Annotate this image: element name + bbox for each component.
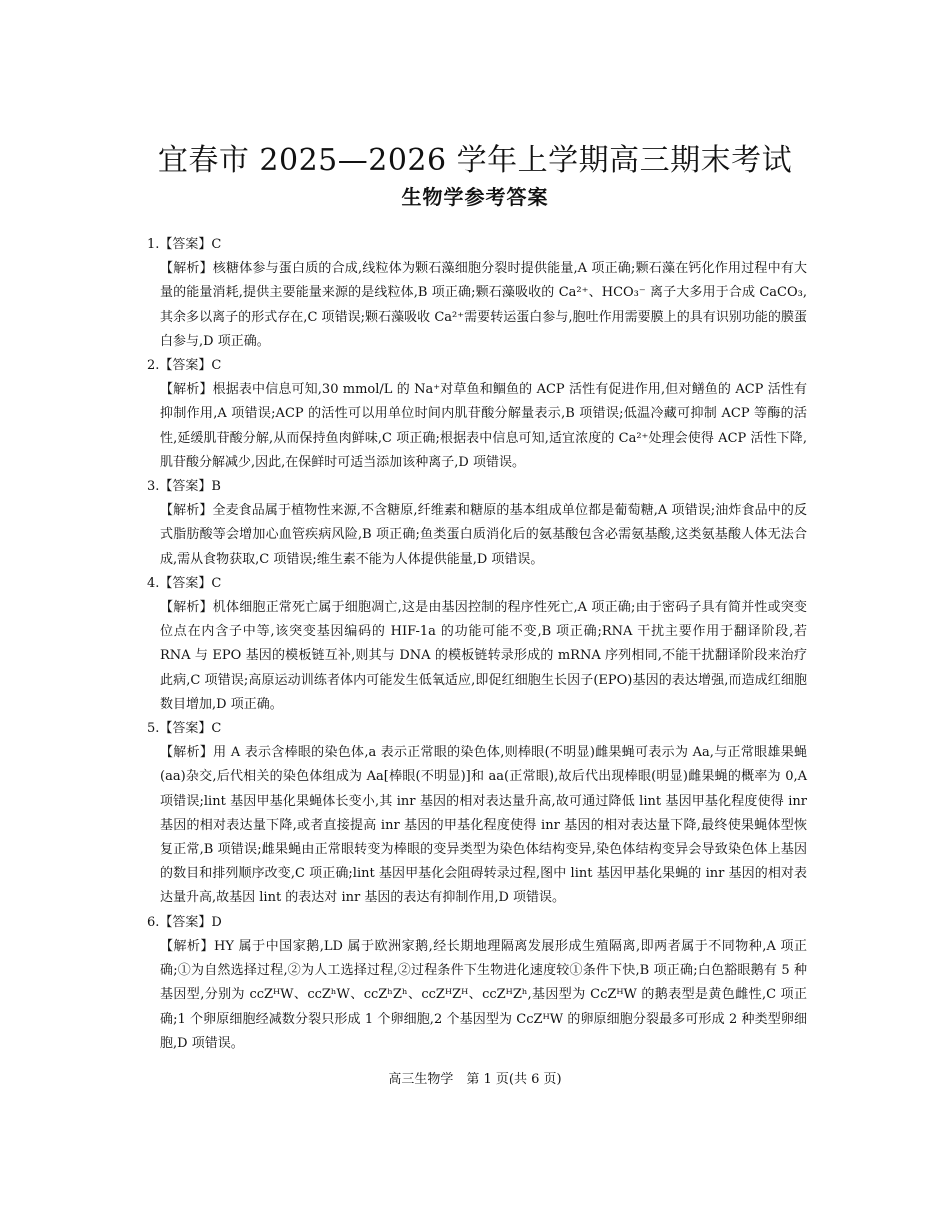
question-block-6: [147, 911, 807, 1056]
answer-line: 1.【答案】C: [147, 237, 222, 252]
page-title: 宜春市 2025—2026 学年上学期高三期末考试: [157, 143, 793, 178]
question-block-5: [147, 717, 807, 911]
page-footer: 高三生物学 第 1 页(共 6 页): [388, 1072, 562, 1087]
answer-list: [147, 233, 807, 1056]
explanation-paragraph: 【解析】全麦食品属于植物性来源,不含糖原,纤维素和糖原的基本组成单位都是葡萄糖,A 项错误;油炸食品中的反式脂肪酸等会增加心血管疾病风险,B 项正确;鱼类蛋白质消化后的氨基酸包含必需氨基酸,这类氨基酸人体无法合成,需从食物获取,C 项错误;维生素不能为人体提供能量,D 项错误。: [160, 503, 807, 567]
explanation-paragraph: 【解析】根据表中信息可知,30 mmol/L 的 Na⁺对草鱼和鲴鱼的 ACP 活性有促进作用,但对鳝鱼的 ACP 活性有抑制作用,A 项错误;ACP 的活性可以用单位时间内肌苷酸分解量表示,B 项错误;低温冷藏可抑制 ACP 等酶的活性,延缓肌苷酸分解,从而保持鱼肉鲜味,C 项正确;根据表中信息可知,适宜浓度的 Ca²⁺处理会使得 ACP 活性下降,肌苷酸分解减少,因此,在保鲜时可适当添加该种离子,D 项错误。: [160, 382, 807, 470]
answer-line: 6.【答案】D: [147, 914, 222, 930]
question-block-2: [147, 354, 807, 475]
question-block-3: [147, 475, 807, 572]
page-subtitle: 生物学参考答案: [401, 185, 549, 209]
explanation-paragraph: 【解析】用 A 表示含棒眼的染色体,a 表示正常眼的染色体,则棒眼(不明显)雌果蝇可表示为 Aa,与正常眼雄果蝇(aa)杂交,后代相关的染色体组成为 Aa[棒眼(不明显)]和 aa(正常眼),故后代出现棒眼(明显)雌果蝇的概率为 0,A 项错误;lint 基因甲基化果蝇体长变小,其 inr 基因的相对表达量升高,故可通过降低 lint 基因甲基化程度使得 inr 基因的相对表达量下降,或者直接提高 inr 基因的甲基化程度使得 inr 基因的相对表达量下降,最终使果蝇体型恢复正常,B 项错误;雌果蝇由正常眼转变为棒眼的变异类型为染色体结构变异,染色体结构变异会导致染色体上基因的数目和排列顺序改变,C 项正确;lint 基因甲基化会阻碍转录过程,图中 lint 基因甲基化果蝇的 inr 基因的相对表达量升高,故基因 lint 的表达对 inr 基因的表达有抑制作用,D 项错误。: [160, 745, 807, 906]
answer-line: 4.【答案】C: [147, 575, 222, 591]
question-block-4: [147, 572, 807, 717]
explanation-paragraph: 【解析】核糖体参与蛋白质的合成,线粒体为颗石藻细胞分裂时提供能量,A 项正确;颗石藻在钙化作用过程中有大量的能量消耗,提供主要能量来源的是线粒体,B 项正确;颗石藻吸收的 Ca²⁺、HCO₃⁻ 离子大多用于合成 CaCO₃,其余多以离子的形式存在,C 项错误;颗石藻吸收 Ca²⁺需要转运蛋白参与,胞吐作用需要膜上的具有识别功能的膜蛋白参与,D 项正确。: [160, 261, 807, 349]
answer-line: 5.【答案】C: [147, 721, 222, 737]
explanation-paragraph: 【解析】机体细胞正常死亡属于细胞凋亡,这是由基因控制的程序性死亡,A 项正确;由于密码子具有简并性或突变位点在内含子中等,该突变基因编码的 HIF-1a 的功能可能不变,B 项正确;RNA 干扰主要作用于翻译阶段,若 RNA 与 EPO 基因的模板链互补,则其与 DNA 的模板链转录形成的 mRNA 序列相同,不能干扰翻译阶段来治疗此病,C 项错误;高原运动训练者体内可能发生低氧适应,即促红细胞生长因子(EPO)基因的表达增强,而造成红细胞数目增加,D 项正确。: [160, 600, 807, 712]
answer-line: 3.【答案】B: [147, 479, 221, 495]
explanation-paragraph: 【解析】HY 属于中国家鹅,LD 属于欧洲家鹅,经长期地理隔离发展形成生殖隔离,即两者属于不同物种,A 项正确;①为自然选择过程,②为人工选择过程,②过程条件下生物进化速度较①条件下快,B 项正确;白色豁眼鹅有 5 种基因型,分别为 ccZᴴW、ccZʰW、ccZʰZʰ、ccZᴴZᴴ、ccZᴴZʰ,基因型为 CcZᴴW 的鹅表型是黄色雌性,C 项正确;1 个卵原细胞经减数分裂只形成 1 个卵细胞,2 个基因型为 CcZᴴW 的卵原细胞分裂最多可形成 2 种类型卵细胞,D 项错误。: [160, 938, 807, 1051]
question-block-1: [147, 233, 807, 354]
answer-line: 2.【答案】C: [147, 358, 222, 374]
